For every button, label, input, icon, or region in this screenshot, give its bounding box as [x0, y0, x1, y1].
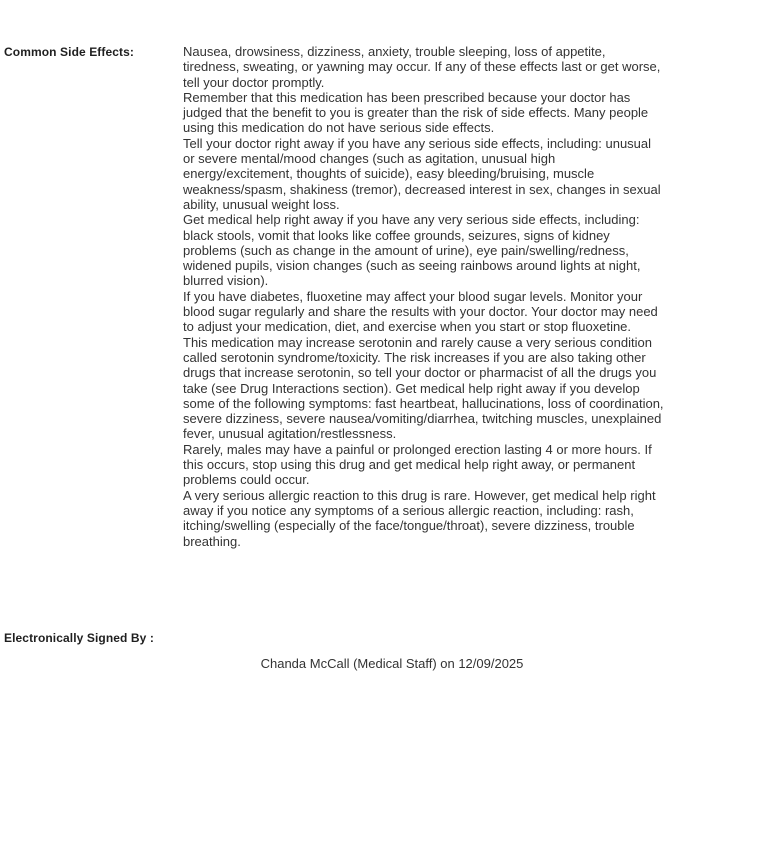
- common-side-effects-text: [183, 44, 664, 549]
- electronically-signed-by-label: Electronically Signed By :: [4, 631, 154, 645]
- paragraph: Nausea, drowsiness, dizziness, anxiety, trouble sleeping, loss of appetite, tiredness, sweating, or yawning may occur. If any of these effects last or get worse, tell your doctor promptly.: [183, 44, 661, 90]
- paragraph: Remember that this medication has been prescribed because your doctor has judged that the benefit to you is greater than the risk of side effects. Many people using this medication do not have serious side effects.: [183, 89, 649, 136]
- paragraph: Tell your doctor right away if you have any serious side effects, including: unusual or severe mental/mood changes (such as agitation, unusual high energy/excitement, thoughts of suicide), easy bleeding/bruising, muscle weakness/spasm, shakiness (tremor), decreased interest in sex, changes in sexual ability, unusual weight loss.: [183, 135, 661, 212]
- paragraph: Get medical help right away if you have any very serious side effects, including: black stools, vomit that looks like coffee grounds, seizures, signs of kidney problems (such as change in the amount of urine), eye pain/swelling/redness, widened pupils, vision changes (such as seeing rainbows around lights at night, blurred vision).: [183, 212, 641, 289]
- common-side-effects-label: Common Side Effects:: [4, 45, 135, 59]
- paragraph: Rarely, males may have a painful or prolonged erection lasting 4 or more hours. If this occurs, stop using this drug and get medical help right away, or permanent problems could occur.: [183, 441, 652, 488]
- paragraph: A very serious allergic reaction to this drug is rare. However, get medical help right away if you notice any symptoms of a serious allergic reaction, including: rash, itching/swelling (especially of the face/tongue/throat), severe dizziness, trouble breathing.: [183, 487, 656, 549]
- signature-line: Chanda McCall (Medical Staff) on 12/09/2025: [260, 656, 524, 671]
- paragraph: If you have diabetes, fluoxetine may affect your blood sugar levels. Monitor your blood sugar regularly and share the results with your doctor. Your doctor may need to adjust your medication, diet, and exercise when you start or stop fluoxetine.: [183, 288, 658, 335]
- paragraph: This medication may increase serotonin and rarely cause a very serious condition called serotonin syndrome/toxicity. The risk increases if you are also taking other drugs that increase serotonin, so tell your doctor or pharmacist of all the drugs you take (see Drug Interactions section). Get medical help right away if you develop some of the following symptoms: fast heartbeat, hallucinations, loss of coordination, severe dizziness, severe nausea/vomiting/diarrhea, twitching muscles, unexplained fever, unusual agitation/restlessness.: [183, 334, 664, 442]
